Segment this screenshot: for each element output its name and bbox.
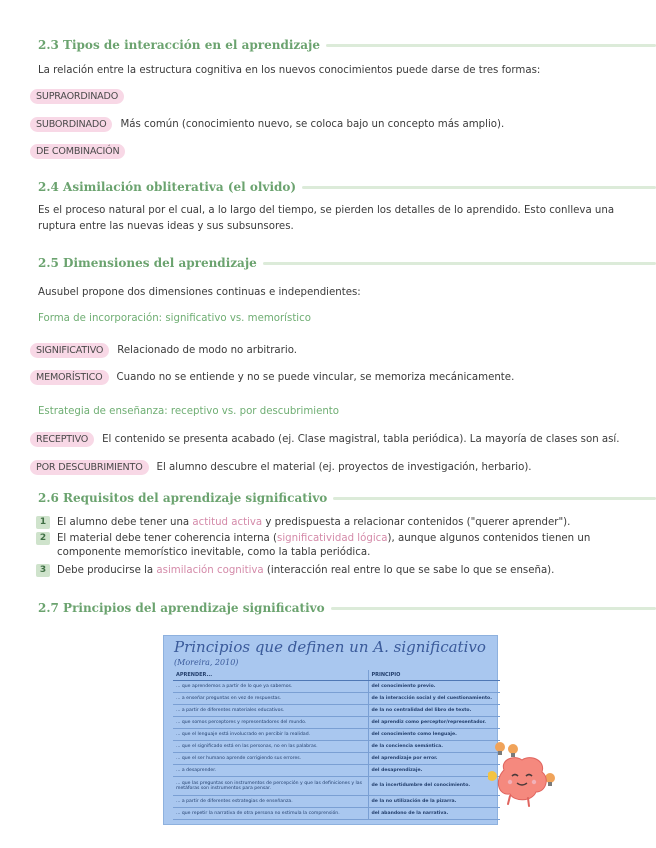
section-heading-2-6: 2.6 Requisitos del aprendizaje significativo (38, 491, 656, 505)
requirement-text: El alumno debe tener una actitud activa y predispuesta a relacionar contenidos ("querer aprender"). (57, 517, 571, 528)
column-header: PRINCIPIO (368, 670, 500, 680)
table-row (173, 776, 500, 795)
table-row (173, 807, 500, 819)
number-badge: 1 (36, 516, 50, 529)
requirements-list (36, 516, 616, 578)
brain-mascot-icon (488, 740, 558, 810)
figure-subtitle: (Moreira, 2010) (174, 658, 239, 667)
requirement-text: Debe producirse la asimilación cognitiva (interacción real entre lo que se sabe lo que se enseña). (57, 565, 555, 576)
number-badge: 3 (36, 564, 50, 577)
table-row (173, 795, 500, 807)
table-row (173, 728, 500, 740)
heading-rule (263, 262, 656, 265)
highlight-text: actitud activa (192, 517, 263, 528)
table-row (173, 692, 500, 704)
table-cell: de la no centralidad del libro de texto. (368, 704, 500, 716)
dimension-item-text: El contenido se presenta acabado (ej. Clase magistral, tabla periódica). La mayoría de clases son así. (102, 434, 620, 445)
table-cell: ... a desaprender. (173, 764, 368, 776)
type-subordinado (30, 117, 504, 132)
dimension-item (30, 432, 620, 447)
table-cell: de la incertidumbre del conocimiento. (368, 776, 500, 795)
tag-combinacion: DE COMBINACIÓN (30, 144, 125, 159)
heading-rule (302, 186, 656, 189)
tag-significativo: SIGNIFICATIVO (30, 343, 109, 358)
dimension-item-text: El alumno descubre el material (ej. proyectos de investigación, herbario). (156, 462, 532, 473)
highlight-text: significatividad lógica (277, 533, 388, 544)
section-2-4-text: Es el proceso natural por el cual, a lo largo del tiempo, se pierden los detalles de lo aprendido. Esto conlleva una ruptura entre las nuevas ideas y sus subsunsores. (38, 205, 615, 232)
table-cell: del desaprendizaje. (368, 764, 500, 776)
dimension-1-title: Forma de incorporación: significativo vs. memorístico (38, 313, 311, 324)
dimension-item (30, 343, 297, 358)
requirement-item (36, 532, 616, 560)
tag-supraordinado: SUPRAORDINADO (30, 89, 124, 104)
table-row (173, 752, 500, 764)
table-cell: ... a partir de diferentes estrategias de enseñanza. (173, 795, 368, 807)
table-cell: del abandono de la narrativa. (368, 807, 500, 819)
table-cell: ... que aprendemos a partir de lo que ya sabemos. (173, 680, 368, 692)
tag-por-descubrimiento: POR DESCUBRIMIENTO (30, 460, 149, 475)
table-cell: de la interacción social y del cuestionamiento. (368, 692, 500, 704)
tag-subordinado: SUBORDINADO (30, 117, 112, 132)
section-heading-2-7: 2.7 Principios del aprendizaje significativo (38, 601, 656, 615)
type-supraordinado (30, 89, 124, 104)
table-cell: ... que el significado está en las personas, no en las palabras. (173, 740, 368, 752)
table-cell: ... que el lenguaje está involucrado en percibir la realidad. (173, 728, 368, 740)
section-heading-2-4: 2.4 Asimilación obliterativa (el olvido) (38, 180, 656, 194)
type-combinacion (30, 144, 125, 159)
table-cell: ... que el ser humano aprende corrigiendo sus errores. (173, 752, 368, 764)
table-cell: ... que repetir la narrativa de otra persona no estimula la comprensión. (173, 807, 368, 819)
dimension-item (30, 370, 514, 385)
table-cell: del conocimiento previo. (368, 680, 500, 692)
requirement-item (36, 516, 616, 530)
dimension-item-text: Cuando no se entiende y no se puede vincular, se memoriza mecánicamente. (116, 372, 515, 383)
figure-title: Principios que definen un A. significativo (174, 638, 486, 656)
table-cell: de la conciencia semántica. (368, 740, 500, 752)
column-header: APRENDER... (173, 670, 368, 680)
dimension-item (30, 460, 532, 475)
section-2-3-intro: La relación entre la estructura cognitiva en los nuevos conocimientos puede darse de tres formas: (38, 65, 541, 76)
principles-figure (163, 635, 498, 825)
table-cell: ... que somos perceptores y representadores del mundo. (173, 716, 368, 728)
heading-rule (331, 607, 656, 610)
tag-memoristico: MEMORÍSTICO (30, 370, 109, 385)
principles-table (173, 670, 500, 820)
dimension-2-title: Estrategia de enseñanza: receptivo vs. por descubrimiento (38, 406, 340, 417)
requirement-text: El material debe tener coherencia interna (significatividad lógica), aunque algunos contenidos tienen un componente memorístico inevitable, como la tabla periódica. (57, 533, 591, 558)
table-row (173, 680, 500, 692)
table-row (173, 740, 500, 752)
dimension-item-text: Relacionado de modo no arbitrario. (117, 345, 297, 356)
table-cell: del aprendiz como perceptor/representador. (368, 716, 500, 728)
table-row (173, 716, 500, 728)
tag-receptivo: RECEPTIVO (30, 432, 94, 447)
section-heading-2-5: 2.5 Dimensiones del aprendizaje (38, 256, 656, 270)
type-subordinado-text: Más común (conocimiento nuevo, se coloca bajo un concepto más amplio). (120, 119, 505, 130)
table-cell: ... a enseñar preguntas en vez de respuestas. (173, 692, 368, 704)
table-cell: ... que las preguntas son instrumentos de percepción y que las definiciones y las metáforas son instrumentos para pensar. (173, 776, 368, 795)
table-row (173, 764, 500, 776)
heading-rule (333, 497, 656, 500)
requirement-item (36, 564, 616, 578)
table-cell: ... a partir de diferentes materiales educativos. (173, 704, 368, 716)
heading-rule (326, 44, 656, 47)
table-cell: del conocimiento como lenguaje. (368, 728, 500, 740)
section-2-5-intro: Ausubel propone dos dimensiones continuas e independientes: (38, 287, 361, 298)
table-cell: de la no utilización de la pizarra. (368, 795, 500, 807)
number-badge: 2 (36, 532, 50, 545)
table-row (173, 704, 500, 716)
table-cell: del aprendizaje por error. (368, 752, 500, 764)
table-header-row (173, 670, 500, 680)
section-heading-2-3: 2.3 Tipos de interacción en el aprendizaje (38, 38, 656, 52)
highlight-text: asimilación cognitiva (156, 565, 264, 576)
